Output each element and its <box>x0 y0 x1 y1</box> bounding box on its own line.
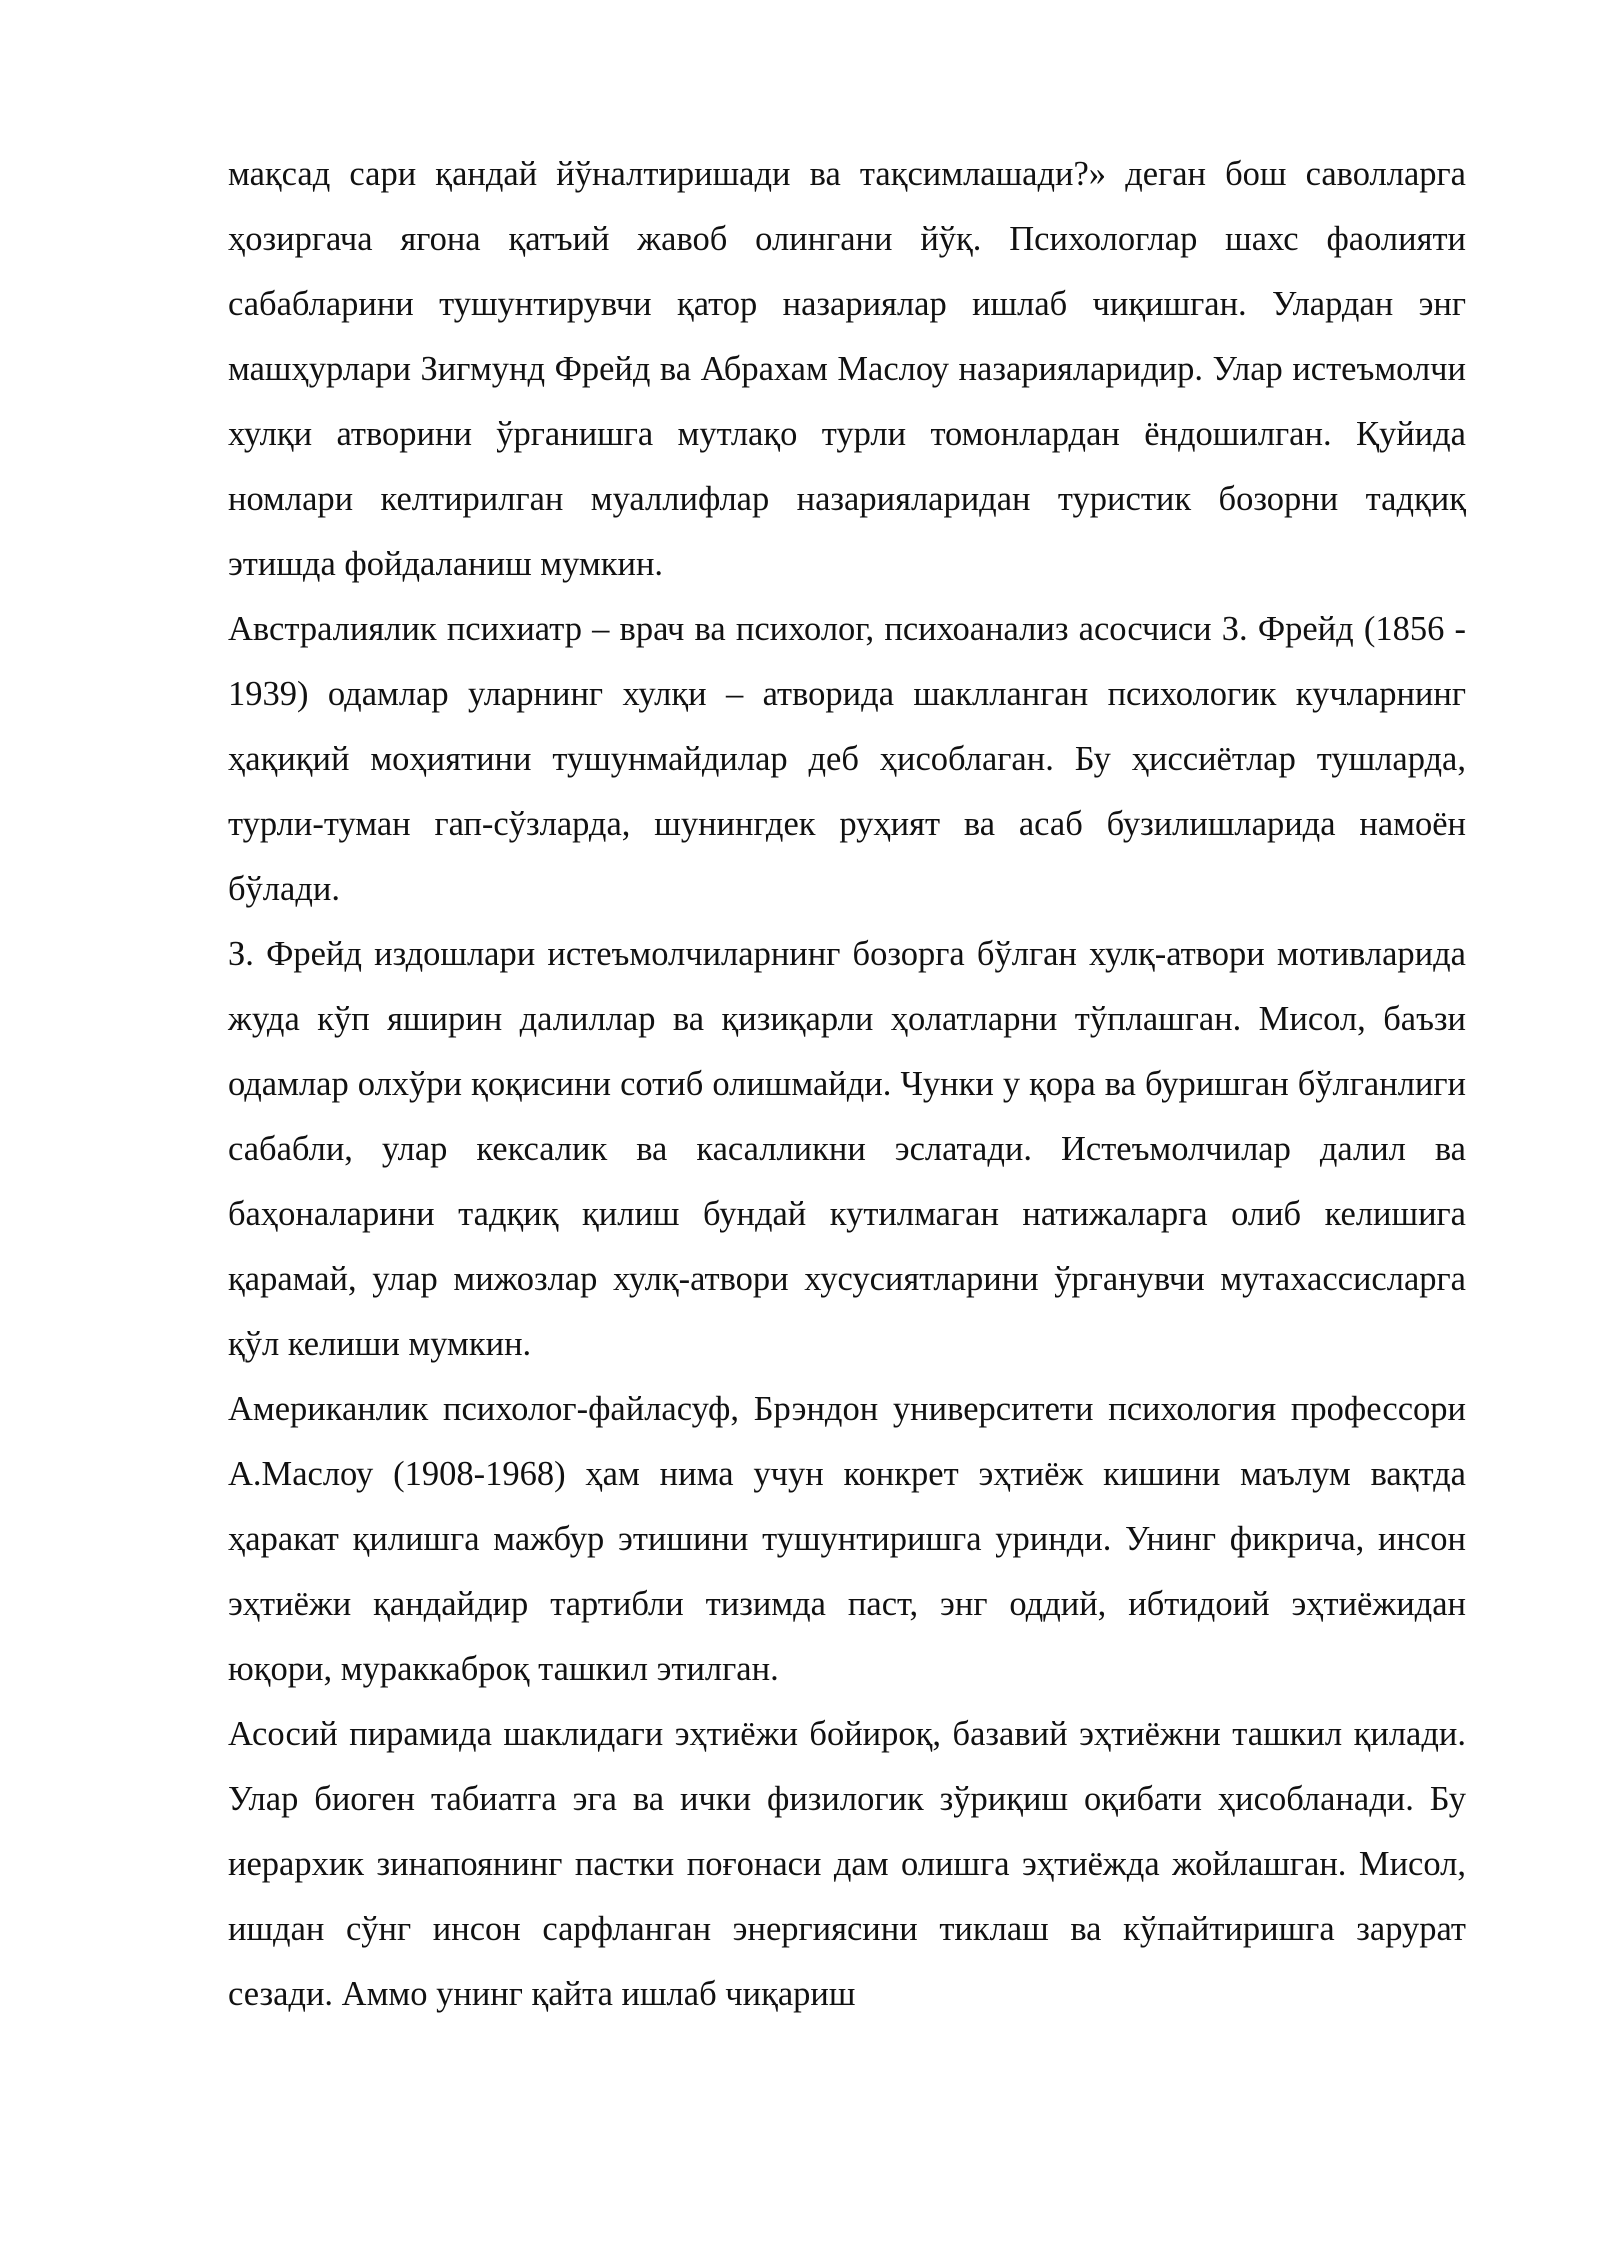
paragraph-5: Асосий пирамида шаклидаги эҳтиёжи бойироқ, базавий эҳтиёжни ташкил қилади. Улар биоген табиатга эга ва ички физилогик зўриқиш оқибати ҳисобланади. Бу иерархик зинапоянинг пастки поғонаси дам олишга эҳтиёжда жойлашган. Мисол, ишдан сўнг инсон сарфланган энергиясини тиклаш ва кўпайтиришга зарурат сезади. Аммо унинг қайта ишлаб чиқариш <box>228 1715 1466 2013</box>
paragraph-3: З. Фрейд издошлари истеъмолчиларнинг бозорга бўлган хулқ-атвори мотивларида жуда кўп яширин далиллар ва қизиқарли ҳолатларни тўплашган. Мисол, баъзи одамлар олхўри қоқисини сотиб олишмайди. Чунки у қора ва буришган бўлганлиги сабабли, улар кексалик ва касалликни эслатади. Истеъмолчилар далил ва баҳоналарини тадқиқ қилиш бундай кутилмаган натижаларга олиб келишига қарамай, улар мижозлар хулқ-атвори хусусиятларини ўрганувчи мутахассисларга қўл келиши мумкин. <box>228 935 1466 1363</box>
paragraph-1: мақсад сари қандай йўналтиришади ва тақсимлашади?» деган бош саволларга ҳозиргача ягона қатъий жавоб олингани йўқ. Психологлар шахс фаолияти сабабларини тушунтирувчи қатор назариялар ишлаб чиқишган. Улардан энг машҳурлари Зигмунд Фрейд ва Абрахам Маслоу назарияларидир. Улар истеъмолчи хулқи атворини ўрганишга мутлақо турли томонлардан ёндошилган. Қуйида номлари келтирилган муаллифлар назарияларидан туристик бозорни тадқиқ этишда фойдаланиш мумкин. <box>228 155 1466 583</box>
document-body <box>228 142 1466 2027</box>
paragraph-2: Австралиялик психиатр – врач ва психолог, психоанализ асосчиси З. Фрейд (1856 - 1939) одамлар уларнинг хулқи – атворида шаклланган психологик кучларнинг ҳақиқий моҳиятини тушунмайдилар деб ҳисоблаган. Бу ҳиссиётлар тушларда, турли-туман гап-сўзларда, шунингдек руҳият ва асаб бузилишларида намоён бўлади. <box>228 610 1466 908</box>
paragraph-4: Американлик психолог-файласуф, Брэндон университети психология профессори А.Маслоу (1908-1968) ҳам нима учун конкрет эҳтиёж кишини маълум вақтда ҳаракат қилишга мажбур этишини тушунтиришга уринди. Унинг фикрича, инсон эҳтиёжи қандайдир тартибли тизимда паст, энг оддий, ибтидоий эҳтиёжидан юқори, мураккаброқ ташкил этилган. <box>228 1390 1466 1688</box>
